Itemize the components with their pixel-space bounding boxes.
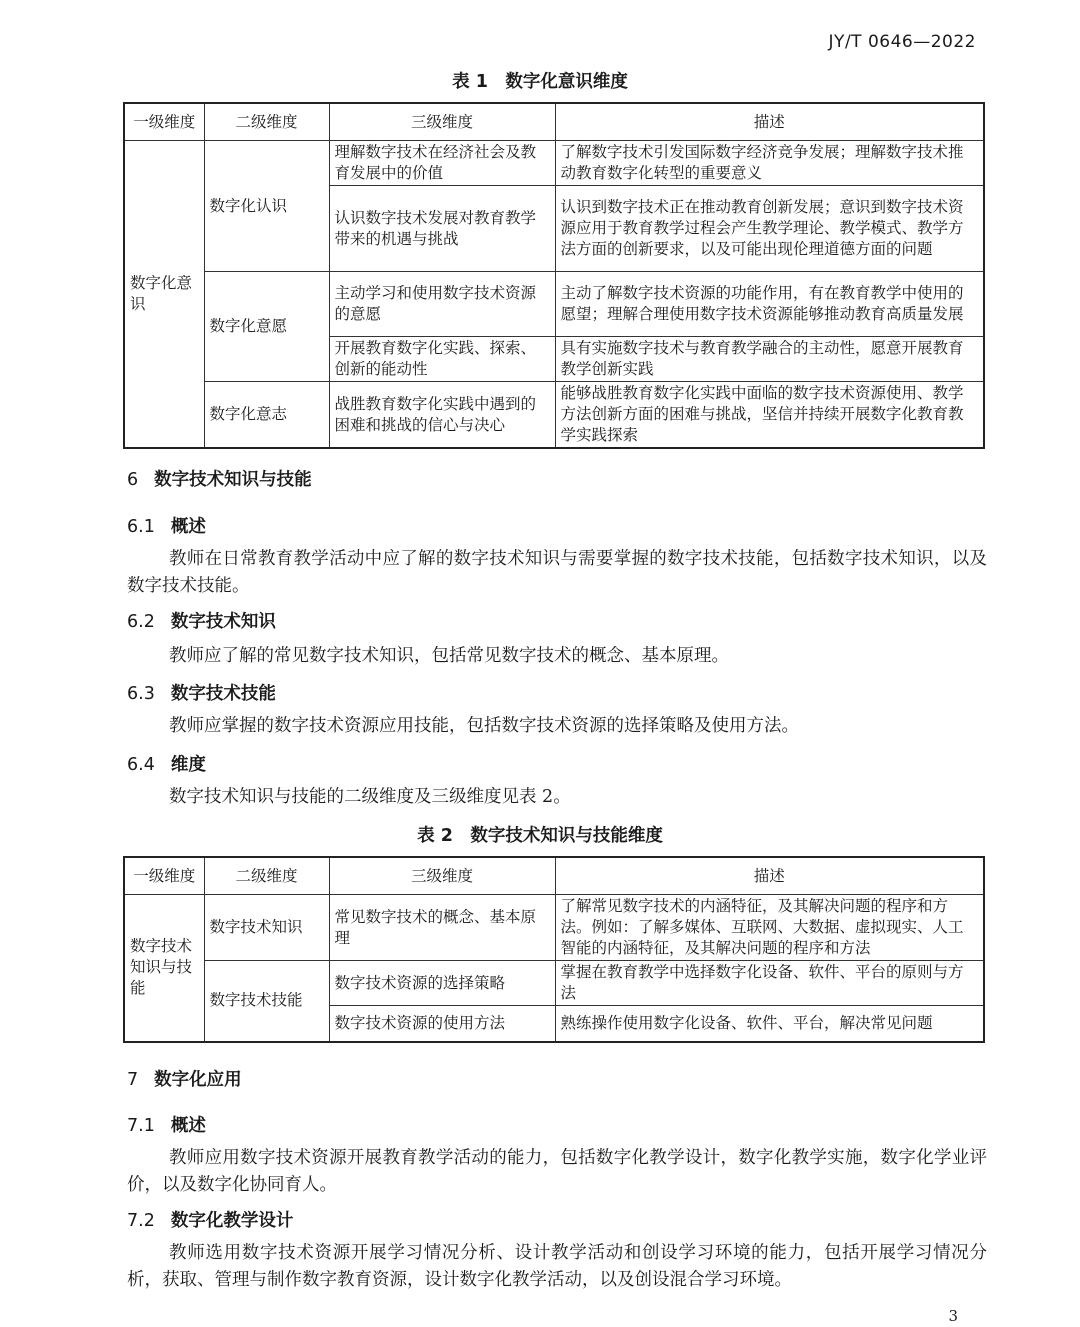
description-cell: 具有实施数字技术与教育教学融合的主动性，愿意开展教育教学创新实践 — [555, 337, 984, 382]
section-number: 6.3 — [127, 684, 155, 704]
section-title: 概述 — [170, 1116, 206, 1136]
table1-caption: 表 1 数字化意识维度 — [452, 72, 628, 92]
header-cell: 一级维度 — [124, 857, 204, 895]
level3-cell: 数字技术资源的使用方法 — [329, 1006, 555, 1042]
table-header-row — [124, 857, 984, 895]
table-row — [124, 961, 984, 1006]
header-cell: 三级维度 — [329, 857, 555, 895]
table2 — [123, 856, 985, 1043]
section-title: 数字技术知识 — [170, 612, 276, 632]
level3-cell: 战胜教育数字化实践中遇到的困难和挑战的信心与决心 — [329, 382, 555, 449]
description-cell: 主动了解数字技术资源的功能作用，有在教育教学中使用的愿望；理解合理使用数字技术资源能够推动教育高质量发展 — [555, 272, 984, 337]
header-cell: 三级维度 — [329, 103, 555, 141]
level2-cell: 数字技术技能 — [204, 961, 329, 1042]
section-number: 7.1 — [127, 1116, 155, 1136]
level3-cell: 理解数字技术在经济社会及教育发展中的价值 — [329, 141, 555, 186]
section-number: 7 — [127, 1070, 139, 1090]
paragraph: 教师应掌握的数字技术资源应用技能，包括数字技术资源的选择策略及使用方法。 — [169, 716, 799, 736]
header-cell: 二级维度 — [204, 857, 329, 895]
document-code: JY/T 0646—2022 — [828, 32, 976, 52]
level2-cell: 数字化意志 — [204, 382, 329, 449]
description-cell: 认识到数字技术正在推动教育创新发展；意识到数字技术资源应用于教育教学过程会产生教学理论、教学模式、教学方法方面的创新要求，以及可能出现伦理道德方面的问题 — [555, 186, 984, 272]
description-cell: 了解数字技术引发国际数字经济竞争发展；理解数字技术推动教育数字化转型的重要意义 — [555, 141, 984, 186]
subsection-heading — [127, 608, 276, 633]
level3-cell: 主动学习和使用数字技术资源的意愿 — [329, 272, 555, 337]
table-row — [124, 141, 984, 186]
section-number: 7.2 — [127, 1211, 155, 1231]
level3-cell: 数字技术资源的选择策略 — [329, 961, 555, 1006]
subsection-heading — [127, 1207, 293, 1232]
level1-cell: 数字技术知识与技能 — [124, 895, 204, 1042]
subsection-heading — [127, 1112, 206, 1137]
paragraph: 教师应了解的常见数字技术知识，包括常见数字技术的概念、基本原理。 — [169, 646, 729, 666]
table-row — [124, 272, 984, 337]
subsection-heading — [127, 680, 276, 705]
level3-cell: 认识数字技术发展对教育教学带来的机遇与挑战 — [329, 186, 555, 272]
subsection-heading — [127, 513, 206, 538]
paragraph: 教师选用数字技术资源开展学习情况分析、设计教学活动和创设学习环境的能力，包括开展学习情况分析，获取、管理与制作数字教育资源，设计数字化教学活动，以及创设混合学习环境。 — [127, 1243, 987, 1290]
section-title: 概述 — [170, 517, 206, 537]
level3-cell: 常见数字技术的概念、基本原理 — [329, 895, 555, 961]
table-row — [124, 382, 984, 449]
description-cell: 掌握在教育教学中选择数字化设备、软件、平台的原则与方法 — [555, 961, 984, 1006]
level2-cell: 数字化认识 — [204, 141, 329, 272]
table2-caption: 表 2 数字技术知识与技能维度 — [417, 826, 663, 846]
level2-cell: 数字化意愿 — [204, 272, 329, 382]
header-cell: 描述 — [555, 103, 984, 141]
section-title: 数字技术技能 — [170, 684, 276, 704]
section-number: 6.2 — [127, 612, 155, 632]
table-row — [124, 895, 984, 961]
header-cell: 描述 — [555, 857, 984, 895]
level3-cell: 开展教育数字化实践、探索、创新的能动性 — [329, 337, 555, 382]
section-number: 6.4 — [127, 755, 155, 775]
section-number: 6 — [127, 470, 139, 490]
page-number: 3 — [948, 1307, 958, 1325]
table-header-row — [124, 103, 984, 141]
section-title: 维度 — [170, 755, 206, 775]
paragraph: 数字技术知识与技能的二级维度及三级维度见表 2。 — [169, 787, 571, 807]
table1 — [123, 102, 985, 449]
level1-cell: 数字化意识 — [124, 141, 204, 449]
section-title: 数字化教学设计 — [170, 1211, 294, 1231]
header-cell: 二级维度 — [204, 103, 329, 141]
subsection-heading — [127, 751, 206, 776]
section-heading — [127, 1066, 242, 1091]
section-heading — [127, 466, 312, 491]
paragraph: 教师在日常教育教学活动中应了解的数字技术知识与需要掌握的数字技术技能，包括数字技术知识，以及数字技术技能。 — [127, 549, 987, 596]
section-number: 6.1 — [127, 517, 155, 537]
level2-cell: 数字技术知识 — [204, 895, 329, 961]
header-cell: 一级维度 — [124, 103, 204, 141]
section-title: 数字技术知识与技能 — [154, 470, 312, 490]
paragraph: 教师应用数字技术资源开展教育教学活动的能力，包括数字化教学设计，数字化教学实施，数字化学业评价，以及数字化协同育人。 — [127, 1148, 987, 1195]
description-cell: 了解常见数字技术的内涵特征，及其解决问题的程序和方法。例如：了解多媒体、互联网、大数据、虚拟现实、人工智能的内涵特征，及其解决问题的程序和方法 — [555, 895, 984, 961]
section-title: 数字化应用 — [154, 1070, 242, 1090]
description-cell: 能够战胜教育数字化实践中面临的数字技术资源使用、教学方法创新方面的困难与挑战，坚信并持续开展数字化教育教学实践探索 — [555, 382, 984, 449]
description-cell: 熟练操作使用数字化设备、软件、平台，解决常见问题 — [555, 1006, 984, 1042]
